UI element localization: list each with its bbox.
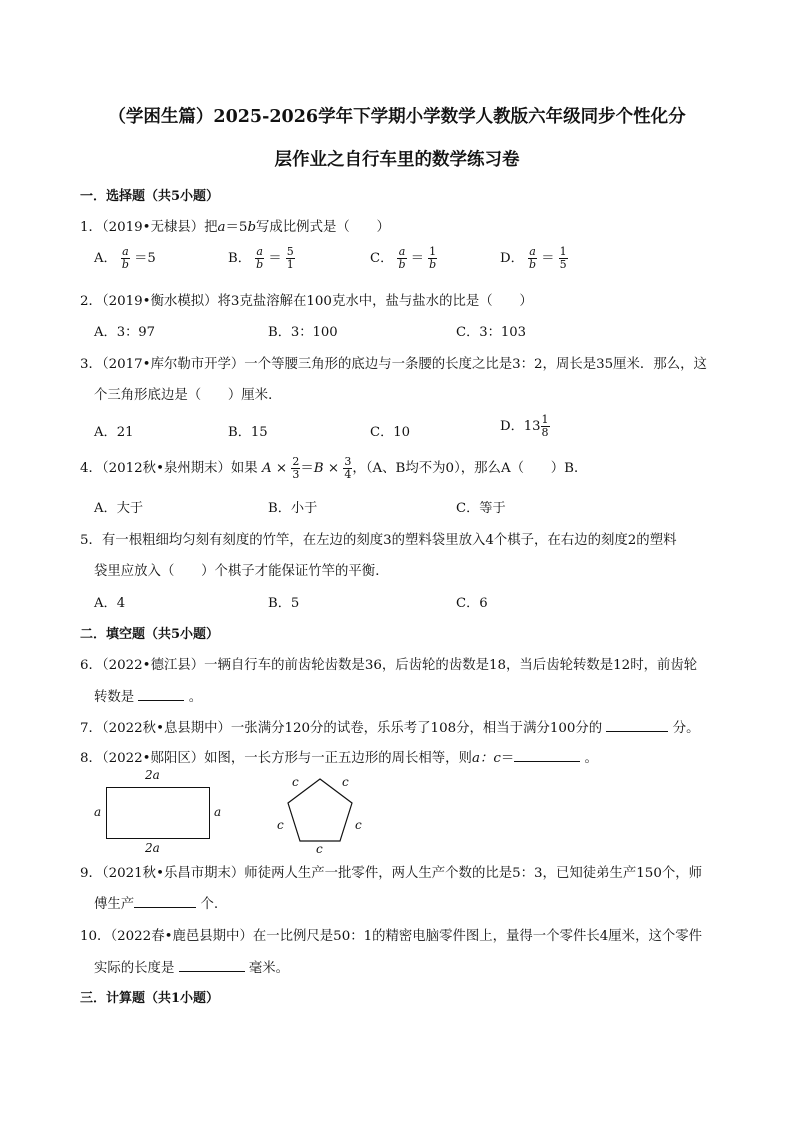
q4-prefix: 4．（2012秋•泉州期末）如果 bbox=[80, 461, 258, 476]
question-6-line2 bbox=[94, 686, 202, 705]
q1-suffix: 写成比例式是（ ） bbox=[256, 220, 390, 235]
q1-option-d-label: D． bbox=[500, 251, 524, 266]
question-3-line1: 3．（2017•库尔勒市开学）一个等腰三角形的底边与一条腰的长度之比是3：2，周长是35厘米．那么，这 bbox=[80, 357, 707, 372]
q1-b-fraction-left: $\frac{a}{b}$ bbox=[256, 245, 264, 271]
q1-a-fraction: $\frac{a}{b}$ bbox=[121, 245, 129, 271]
q4-option-b[interactable]: B．小于 bbox=[268, 501, 318, 516]
section-fill-heading: 二．填空题（共5小题） bbox=[80, 627, 220, 642]
question-8 bbox=[80, 747, 598, 766]
q3-d-fraction: $\frac{1}{8}$ bbox=[541, 413, 549, 439]
q8-rectangle bbox=[106, 787, 210, 839]
q1-d-fraction-right: $\frac{1}{5}$ bbox=[559, 245, 567, 271]
question-10-line1: 10．（2022春•鹿邑县期中）在一比例尺是50：1的精密电脑零件图上，量得一个零件长4厘米，这个零件 bbox=[80, 929, 703, 944]
q4-suffix: ，（A、B均不为0），那么A（ ）B． bbox=[352, 461, 588, 476]
q7-prefix: 7．（2022秋•息县期中）一张满分120分的试卷，乐乐考了108分，相当于满分100分的 bbox=[80, 721, 603, 736]
q7-suffix: 分。 bbox=[672, 721, 700, 736]
q2-option-a[interactable]: A．3：97 bbox=[94, 325, 156, 340]
q7-answer-blank[interactable] bbox=[606, 719, 668, 732]
q4-times-1: × bbox=[275, 461, 288, 476]
q8-prefix: 8．（2022•郧阳区）如图，一长方形与一正五边形的周长相等，则 bbox=[80, 751, 472, 766]
section-choice-heading: 一．选择题（共5小题） bbox=[80, 189, 220, 204]
q1-option-a[interactable] bbox=[94, 246, 156, 271]
q8-answer-blank[interactable] bbox=[514, 749, 580, 762]
q9-line2-prefix: 傅生产 bbox=[94, 897, 135, 912]
q1-option-a-rhs: ＝5 bbox=[134, 251, 156, 266]
q1-b-eq: ＝ bbox=[268, 251, 282, 266]
q3-option-b[interactable]: B．15 bbox=[228, 425, 268, 440]
q8-eq: ＝ bbox=[500, 751, 515, 766]
question-4 bbox=[80, 456, 587, 481]
question-6-line1: 6．（2022•德江县）一辆自行车的前齿轮齿数是36，后齿轮的齿数是18，当后齿轮转数是12时，前齿轮 bbox=[80, 658, 698, 673]
q8-pent-label-topleft: c bbox=[292, 775, 299, 789]
q5-option-a[interactable]: A．4 bbox=[94, 596, 126, 611]
q8-pent-label-topright: c bbox=[342, 775, 349, 789]
q1-option-a-label: A． bbox=[94, 251, 117, 266]
q1-option-b-label: B． bbox=[228, 251, 251, 266]
q8-rect-top-label: 2a bbox=[145, 768, 160, 782]
section-calc-heading: 三．计算题（共1小题） bbox=[80, 991, 220, 1006]
q1-option-b[interactable] bbox=[228, 246, 295, 271]
q1-prefix: 1．（2019•无棣县）把 bbox=[80, 220, 218, 235]
question-1 bbox=[80, 216, 390, 235]
q8-ratio: a：c bbox=[471, 751, 501, 766]
q1-option-c-label: C． bbox=[370, 251, 394, 266]
q1-d-eq: ＝ bbox=[541, 251, 555, 266]
q8-rect-bottom-label: 2a bbox=[145, 841, 160, 855]
q1-option-d[interactable] bbox=[500, 246, 568, 271]
q4-var-b: B bbox=[313, 461, 324, 476]
q3-option-c[interactable]: C．10 bbox=[370, 425, 411, 440]
question-7 bbox=[80, 717, 700, 736]
q3-option-d-label: D．13 bbox=[500, 419, 541, 434]
q8-rect-right-label: a bbox=[214, 805, 222, 819]
q2-option-b[interactable]: B．3：100 bbox=[268, 325, 338, 340]
q6-line2-suffix: 。 bbox=[188, 690, 203, 705]
q1-option-c[interactable] bbox=[370, 246, 437, 271]
question-5-line2: 袋里应放入（ ）个棋子才能保证竹竿的平衡． bbox=[94, 564, 389, 579]
question-9-line1: 9．（2021秋•乐昌市期末）师徒两人生产一批零件，两人生产个数的比是5：3，已知徒弟生产150个，师 bbox=[80, 866, 703, 881]
q1-c-fraction-right: $\frac{1}{b}$ bbox=[429, 245, 437, 271]
q8-pent-label-right: c bbox=[355, 818, 362, 832]
q4-fraction-1: $\frac{2}{3}$ bbox=[292, 455, 300, 481]
q5-option-b[interactable]: B．5 bbox=[268, 596, 300, 611]
q1-var-a: a bbox=[217, 220, 226, 235]
question-2: 2．（2019•衡水模拟）将3克盐溶解在100克水中，盐与盐水的比是（ ） bbox=[80, 294, 533, 309]
q5-option-c[interactable]: C．6 bbox=[456, 596, 488, 611]
question-5-line1: 5．有一根粗细均匀刻有刻度的竹竿，在左边的刻度3的塑料袋里放入4个棋子，在右边的刻度2的塑料 bbox=[80, 533, 677, 548]
q3-option-d[interactable] bbox=[500, 414, 550, 439]
q1-d-fraction-left: $\frac{a}{b}$ bbox=[528, 245, 537, 271]
page-title-line2: 层作业之自行车里的数学练习卷 bbox=[274, 150, 520, 170]
q4-option-c[interactable]: C．等于 bbox=[456, 501, 506, 516]
q2-option-c[interactable]: C．3：103 bbox=[456, 325, 527, 340]
q4-fraction-2: $\frac{3}{4}$ bbox=[344, 455, 352, 481]
page-title-line1: （学困生篇）2025-2026学年下学期小学数学人教版六年级同步个性化分 bbox=[108, 107, 686, 127]
q1-b-fraction-right: $\frac{5}{1}$ bbox=[286, 245, 294, 271]
q8-suffix: 。 bbox=[584, 751, 598, 766]
q6-answer-blank[interactable] bbox=[138, 688, 184, 701]
q4-var-a: A bbox=[261, 461, 272, 476]
q10-line2-prefix: 实际的长度是 bbox=[94, 961, 175, 976]
q8-pent-label-bottom: c bbox=[316, 842, 323, 856]
q4-option-a[interactable]: A．大于 bbox=[94, 501, 144, 516]
q8-pent-label-left: c bbox=[277, 818, 284, 832]
q10-answer-blank[interactable] bbox=[179, 959, 245, 972]
question-3-line2: 个三角形底边是（ ）厘米． bbox=[94, 388, 282, 403]
q4-eq: ＝ bbox=[300, 461, 314, 476]
q4-times-2: × bbox=[327, 461, 340, 476]
q9-line2-suffix: 个. bbox=[200, 897, 219, 912]
question-9-line2 bbox=[94, 893, 218, 912]
q3-option-a[interactable]: A．21 bbox=[94, 425, 134, 440]
q10-line2-suffix: 毫米。 bbox=[248, 961, 290, 976]
q1-c-eq: ＝ bbox=[410, 251, 424, 266]
q6-line2-prefix: 转数是 bbox=[94, 690, 135, 705]
q1-var-b: b bbox=[247, 220, 257, 235]
q1-c-fraction-left: $\frac{a}{b}$ bbox=[398, 245, 406, 271]
q9-answer-blank[interactable] bbox=[134, 895, 196, 908]
question-10-line2 bbox=[94, 957, 289, 976]
q1-eq: ＝5 bbox=[225, 220, 248, 235]
q8-rect-left-label: a bbox=[94, 805, 102, 819]
